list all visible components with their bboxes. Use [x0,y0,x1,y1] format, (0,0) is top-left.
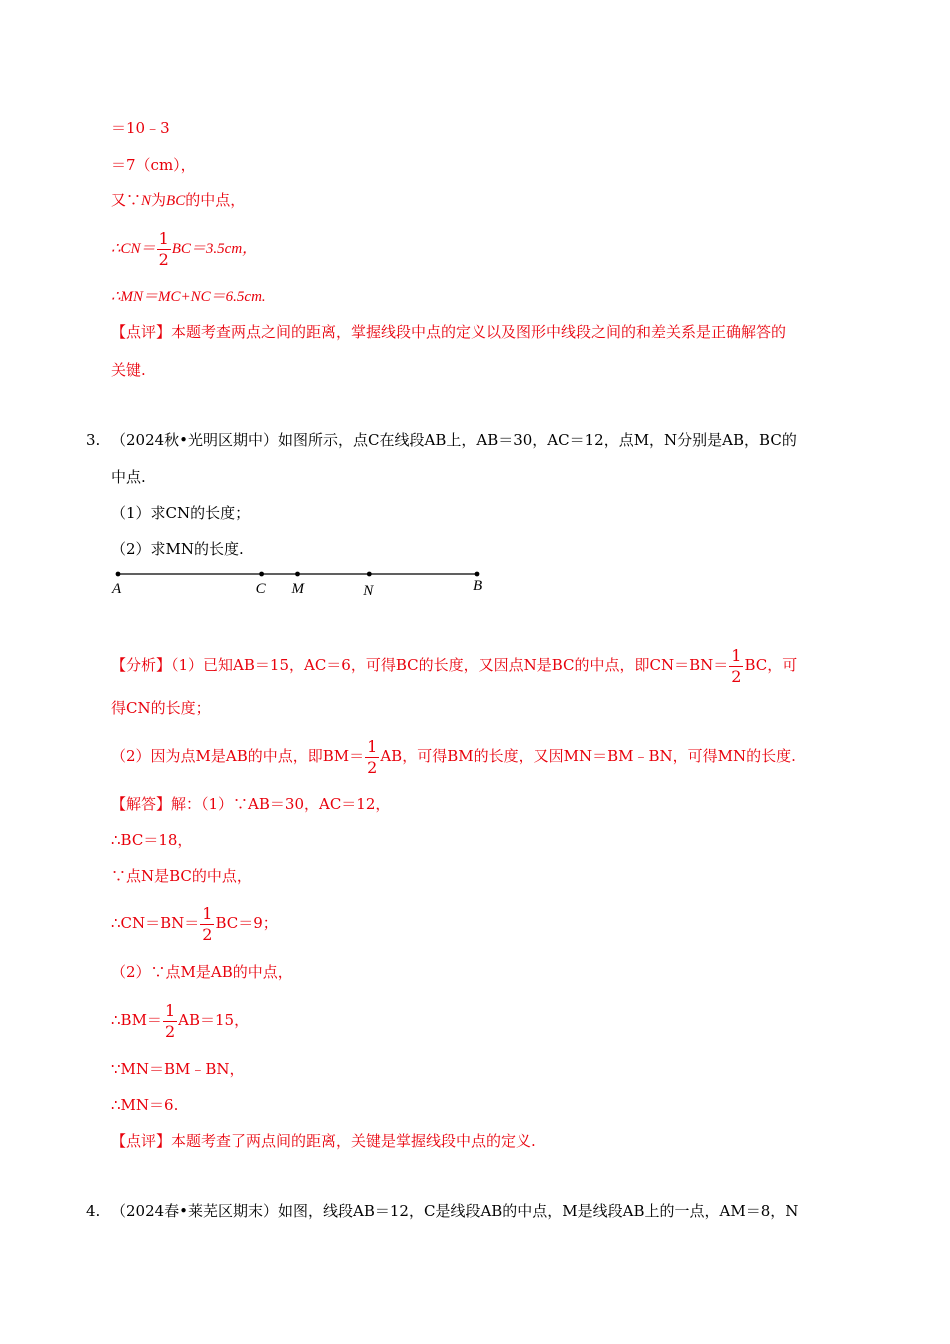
answer-line-5: （2）∵点M是AB的中点， [111,963,293,981]
analysis-line-2: 得CN的长度； [111,699,211,717]
solution-line-3-prefix: 又∵ [111,191,142,209]
point-a [116,572,121,577]
solution-line-4 [111,228,257,269]
analysis-line-3 [111,736,796,776]
segment-figure [100,563,500,603]
answer-line-6 [111,1000,249,1040]
problem-3-stem-2: 中点. [111,468,146,486]
solution-line-3 [111,190,245,211]
answer-line-1 [111,794,390,814]
solution-line-3-var2: BC [166,193,186,209]
analysis-line-1-a: （1）已知AB＝15，AC＝6，可得BC的长度，又因点N是BC的中点，即CN＝BN＝ [171,656,729,674]
answer-line-4-a: ∴CN＝BN＝ [111,914,200,932]
problem-4-stem: （2024春•莱芜区期末）如图，线段AB＝12，C是线段AB的中点，M是线段AB上的一点，AM＝8，N [111,1202,799,1220]
solution-line-3-mid: 为 [151,191,167,209]
analysis-line-3-a: （2）因为点M是AB的中点，即BM＝ [111,747,365,765]
fraction-denominator: 2 [731,666,742,686]
point-label-a: A [112,581,122,597]
problem-4-number: 4. [86,1202,101,1220]
problem-3-number: 3. [86,431,101,449]
fraction-numerator: 1 [731,645,742,665]
answer-line-6-a: ∴BM＝ [111,1011,162,1029]
fraction-half [200,903,214,944]
answer-line-7: ∵MN＝BM﹣BN， [111,1060,245,1078]
analysis-tag: 【分析】 [111,656,172,674]
answer-line-4 [111,903,278,943]
review-line-2: 关键. [111,361,146,379]
fraction-denominator: 2 [158,249,169,269]
solution-line-1: ＝10﹣3 [111,119,170,137]
review-tag: 【点评】 [111,1132,172,1150]
review-3 [111,1131,536,1151]
analysis-line-3-b: AB，可得BM的长度，又因MN＝BM﹣BN，可得MN的长度. [380,747,796,765]
point-label-c: C [255,581,266,597]
solution-line-5: ∴MN＝MC+NC＝6.5cm. [111,289,266,305]
point-label-m: M [291,581,304,597]
solution-line-4-suffix: BC＝3.5cm， [171,241,258,257]
fraction-numerator: 1 [158,228,169,248]
point-c [259,572,264,577]
answer-line-3: ∵点N是BC的中点， [111,867,252,885]
solution-line-3-suffix: 的中点， [185,191,246,209]
review-line-1 [111,322,786,342]
solution-line-2: ＝7（cm）， [111,156,196,174]
analysis-line-1 [111,645,797,685]
fraction-numerator: 1 [202,903,213,923]
review-3-text: 本题考查了两点间的距离，关键是掌握线段中点的定义. [171,1132,536,1150]
answer-line-8: ∴MN＝6. [111,1096,179,1114]
answer-line-4-b: BC＝9； [215,914,278,932]
point-label-n: N [363,583,374,599]
fraction-numerator: 1 [164,1000,176,1020]
problem-3-stem-1: （2024秋•光明区期中）如图所示，点C在线段AB上，AB＝30，AC＝12，点M，N分别是AB，BC的 [111,431,797,449]
fraction-denominator: 2 [164,1021,176,1041]
point-b [475,572,480,577]
point-label-b: B [473,578,483,594]
problem-3-question-2: （2）求MN的长度. [111,540,244,558]
fraction-numerator: 1 [367,736,378,756]
analysis-line-1-b: BC，可 [744,656,798,674]
fraction-half [157,228,171,269]
fraction-half [729,645,743,686]
problem-3-question-1: （1）求CN的长度； [111,504,251,522]
point-m [295,572,300,577]
point-n [367,572,372,577]
fraction-half [365,736,379,777]
review-tag: 【点评】 [111,323,172,341]
solution-line-3-var: N [141,193,152,209]
answer-tag: 【解答】 [111,795,172,813]
fraction-half [163,1000,177,1041]
solution-line-4-prefix: ∴CN＝ [111,241,156,257]
answer-line-2: ∴BC＝18， [111,831,193,849]
answer-line-6-b: AB＝15， [178,1011,250,1029]
answer-line-1-text: 解：（1）∵AB＝30，AC＝12， [171,795,391,813]
fraction-denominator: 2 [202,924,213,944]
review-text-1: 本题考查两点之间的距离，掌握线段中点的定义以及图形中线段之间的和差关系是正确解答的 [171,323,787,341]
fraction-denominator: 2 [367,757,378,777]
